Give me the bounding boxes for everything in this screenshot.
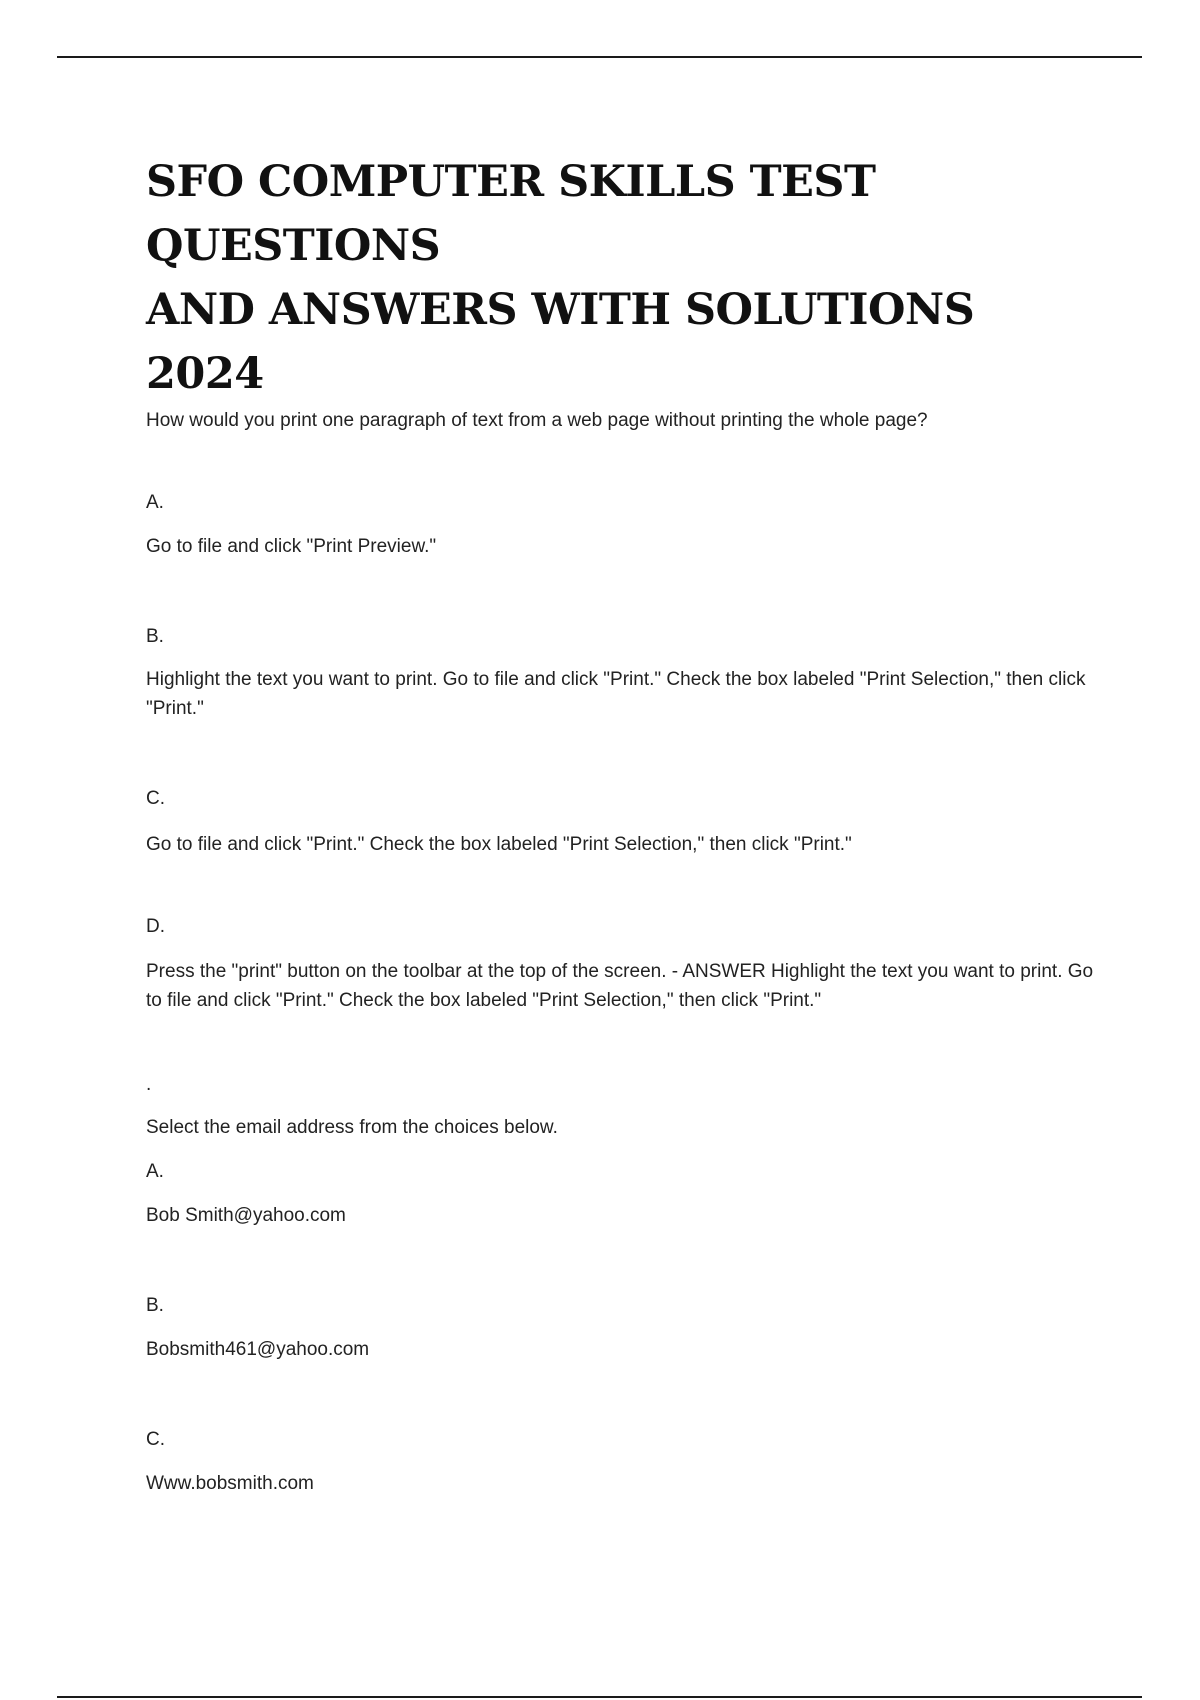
q1-option-c-letter: C. [146, 788, 165, 809]
question-2-text: Select the email address from the choices below. [146, 1117, 558, 1138]
q1-option-a-text: Go to file and click "Print Preview." [146, 536, 437, 557]
title-line-2: AND ANSWERS WITH SOLUTIONS 2024 [146, 285, 975, 399]
q1-option-d-text: Press the "print" button on the toolbar at the top of the screen. - ANSWER Highlight the text you want to print. Go to file and click "Print." Check the box labeled "Print Selection," then click "Print." [146, 961, 1094, 1011]
q1-option-c-text: Go to file and click "Print." Check the box labeled "Print Selection," then click "Print." [146, 834, 852, 855]
question-1-text: How would you print one paragraph of text from a web page without printing the whole page? [146, 410, 928, 431]
document-title [146, 150, 1106, 406]
title-line-1: SFO COMPUTER SKILLS TEST QUESTIONS [146, 157, 876, 271]
q2-option-b-text: Bobsmith461@yahoo.com [146, 1339, 370, 1360]
q2-option-c-text: Www.bobsmith.com [146, 1473, 314, 1494]
q1-option-a-letter: A. [146, 492, 164, 513]
separator-dot: . [146, 1074, 152, 1095]
header-rule [57, 56, 1142, 58]
document-body [146, 150, 1106, 1498]
footer-rule [57, 1696, 1142, 1698]
q1-option-b-letter: B. [146, 626, 164, 647]
q2-option-b-letter: B. [146, 1295, 164, 1316]
q1-option-d-letter: D. [146, 916, 165, 937]
q2-option-c-letter: C. [146, 1429, 165, 1450]
q2-option-a-text: Bob Smith@yahoo.com [146, 1205, 346, 1226]
q1-option-b-text: Highlight the text you want to print. Go to file and click "Print." Check the box labeled "Print Selection," then click "Print." [146, 669, 1086, 719]
q2-option-a-letter: A. [146, 1161, 164, 1182]
